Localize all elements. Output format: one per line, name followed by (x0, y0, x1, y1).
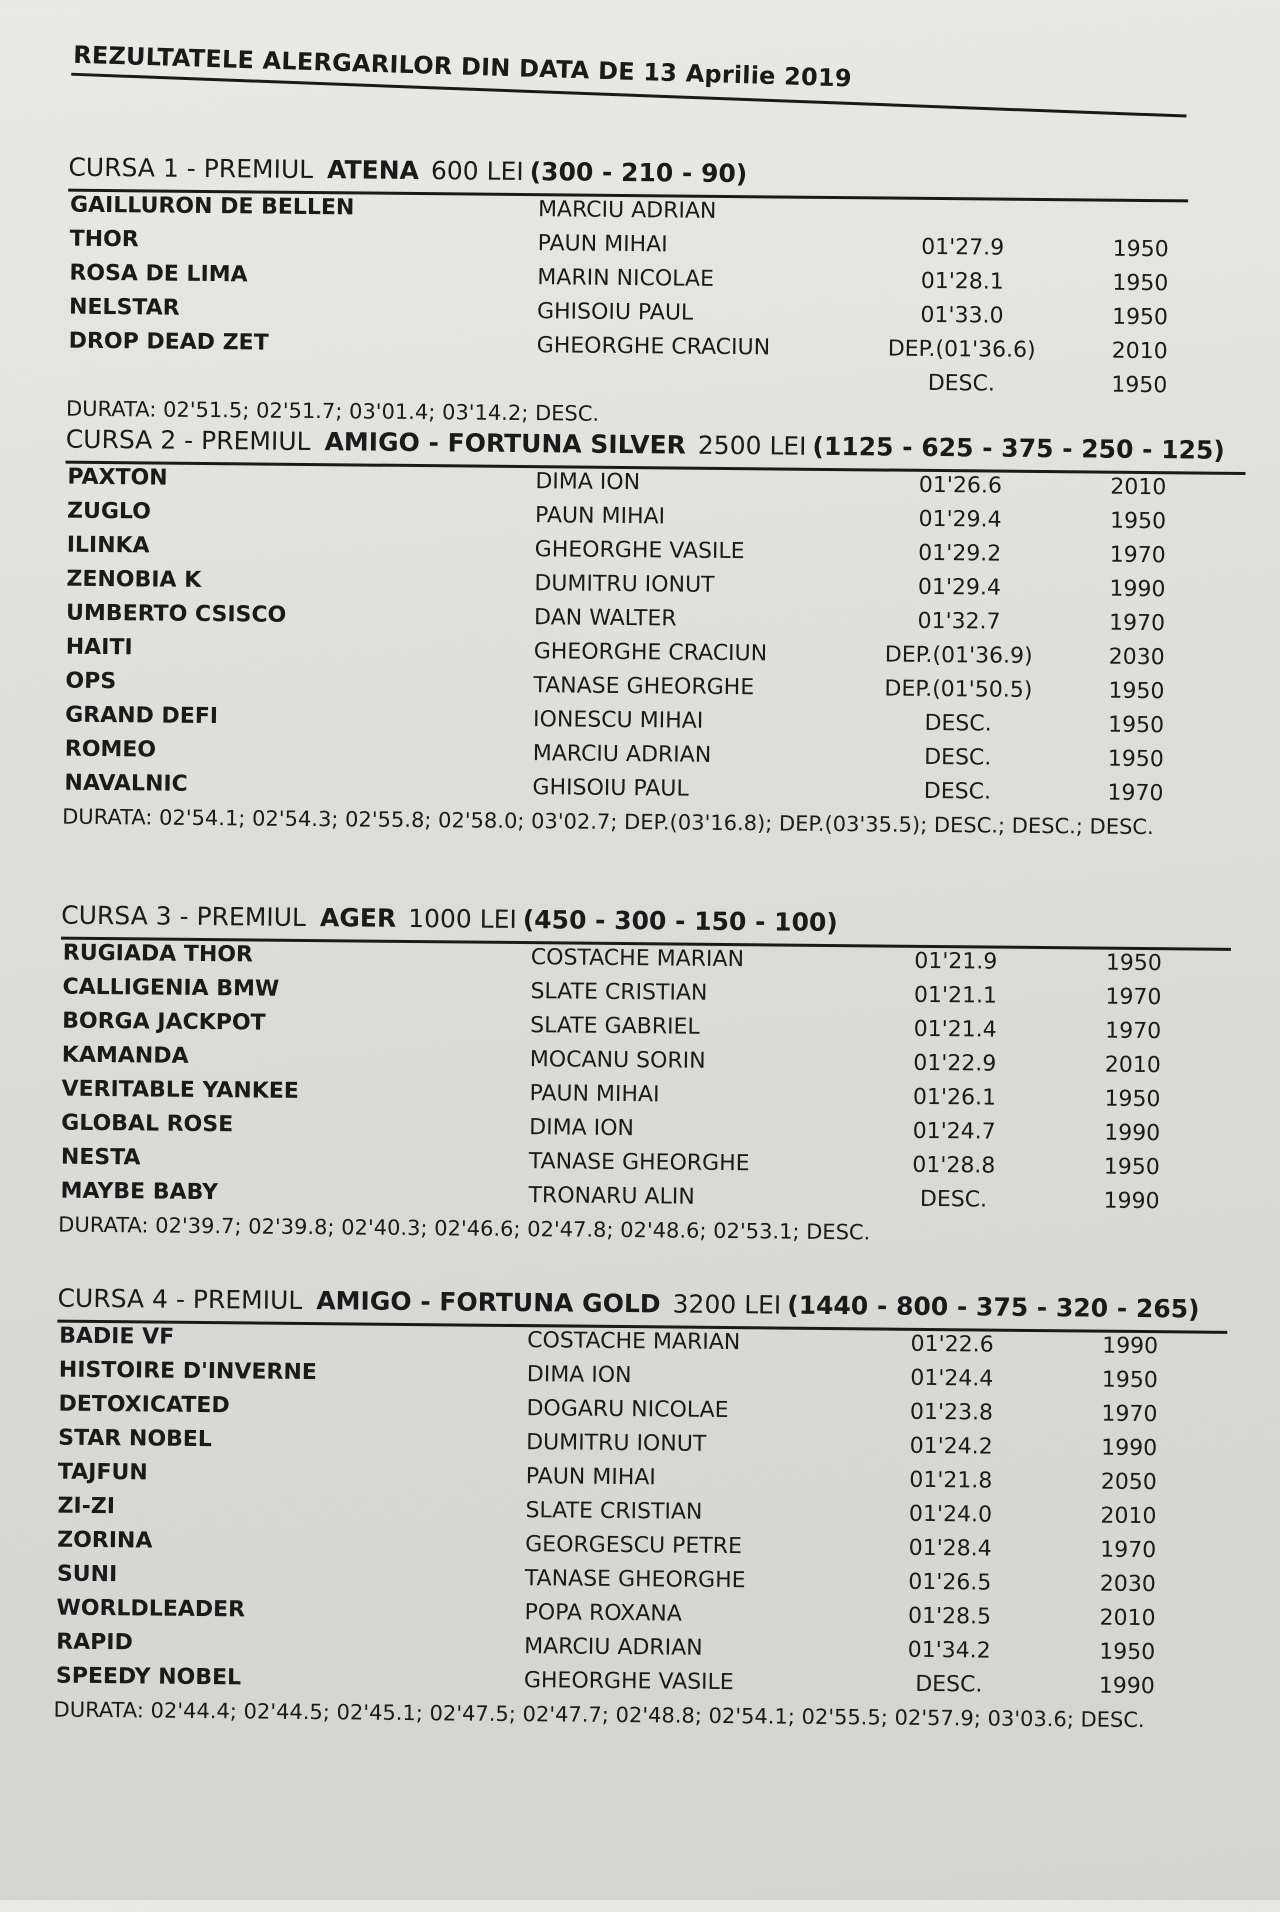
jockey-name: POPA ROXANA (524, 1600, 682, 1627)
horse-name: ROSA DE LIMA (69, 260, 248, 288)
race-label: CURSA 1 - PREMIUL (68, 152, 314, 185)
horse-name: GRAND DEFI (65, 702, 219, 730)
race-distance: 1970 (1101, 1401, 1158, 1428)
jockey-name: DUMITRU IONUT (526, 1430, 707, 1457)
race-time: DEP.(01'50.5) (884, 676, 1033, 703)
race-prize: 1000 LEI (408, 903, 517, 935)
horse-name: OPS (65, 668, 117, 695)
race-distance: 1950 (1101, 1367, 1158, 1394)
jockey-name: SLATE GABRIEL (530, 1013, 700, 1040)
race-prize-split: (1440 - 800 - 375 - 320 - 265) (787, 1290, 1200, 1324)
horse-name: ZUGLO (66, 498, 152, 525)
horse-name: RAPID (56, 1629, 133, 1656)
race-distance: 1950 (1109, 508, 1167, 535)
jockey-name: PAUN MIHAI (529, 1081, 660, 1108)
horse-name: NAVALNIC (64, 770, 188, 797)
race-prize: 2500 LEI (697, 430, 807, 461)
horse-name: GAILLURON DE BELLEN (69, 192, 355, 221)
race-durata: DURATA: 02'51.5; 02'51.7; 03'01.4; 03'14.2; DESC. (65, 396, 600, 426)
page-title: REZULTATELE ALERGARILOR DIN DATA DE 13 Aprilie 2019 (72, 40, 853, 93)
race-prize-split: (1125 - 625 - 375 - 250 - 125) (812, 431, 1225, 465)
horse-name: HISTOIRE D'INVERNE (58, 1357, 317, 1386)
horse-name: MAYBE BABY (60, 1178, 219, 1206)
jockey-name: MOCANU SORIN (529, 1047, 706, 1074)
jockey-name: MARCIU ADRIAN (524, 1634, 703, 1661)
horse-name: CALLIGENIA BMW (62, 974, 280, 1002)
race-time: 01'21.4 (913, 1016, 997, 1043)
race-section (53, 1284, 1237, 1733)
jockey-name: GHEORGHE VASILE (523, 1668, 734, 1696)
race-name: ATENA (326, 155, 420, 186)
race-section (62, 425, 1246, 840)
race-distance: 1970 (1100, 1537, 1157, 1564)
horse-name: DROP DEAD ZET (68, 328, 269, 356)
race-time: 01'28.1 (920, 268, 1004, 295)
race-time: 01'21.8 (909, 1467, 993, 1494)
race-name: AGER (319, 903, 397, 933)
race-time: 01'26.6 (918, 472, 1003, 499)
race-results (54, 1322, 1238, 1707)
race-time: 01'26.5 (908, 1569, 992, 1596)
jockey-name: TANASE GHEORGHE (528, 1149, 750, 1177)
horse-name: KAMANDA (61, 1042, 189, 1069)
jockey-name: PAUN MIHAI (534, 503, 666, 530)
horse-name: WORLDLEADER (56, 1595, 246, 1623)
horse-name: ZORINA (57, 1527, 153, 1554)
jockey-name: DAN WALTER (533, 605, 677, 632)
horse-name: NESTA (60, 1144, 141, 1171)
horse-name: BADIE VF (59, 1323, 175, 1350)
jockey-name: PAUN MIHAI (537, 231, 668, 258)
jockey-name: DIMA ION (529, 1115, 635, 1142)
horse-name: PAXTON (67, 464, 168, 491)
race-distance: 2030 (1099, 1571, 1156, 1598)
jockey-name: COSTACHE MARIAN (530, 945, 745, 973)
jockey-name: MARCIU ADRIAN (537, 197, 717, 224)
horse-name: NELSTAR (68, 294, 180, 321)
race-time: 01'27.9 (921, 234, 1005, 261)
race-results (62, 463, 1245, 814)
jockey-name: GEORGESCU PETRE (525, 1532, 743, 1560)
race-prize: 3200 LEI (672, 1289, 782, 1320)
race-time: 01'33.0 (920, 302, 1004, 329)
jockey-name: GHEORGHE VASILE (534, 537, 745, 565)
horse-name: HAITI (65, 634, 133, 661)
race-distance: 1950 (1104, 1086, 1161, 1113)
race-distance: 1950 (1107, 746, 1164, 773)
race-results (66, 191, 1248, 406)
race-distance: 2010 (1111, 338, 1168, 365)
race-name: AMIGO - FORTUNA SILVER (324, 427, 686, 460)
race-distance: 1990 (1109, 576, 1166, 603)
race-time: 01'28.5 (907, 1603, 992, 1630)
jockey-name: IONESCU MIHAI (532, 707, 704, 734)
race-time: 01'21.9 (914, 948, 998, 975)
race-distance: 1950 (1112, 270, 1169, 297)
jockey-name: GHISOIU PAUL (536, 299, 694, 326)
jockey-name: DIMA ION (526, 1362, 632, 1389)
horse-name: ROMEO (64, 736, 157, 763)
race-distance: 2010 (1099, 1605, 1156, 1632)
race-time: DESC. (919, 1186, 988, 1213)
race-time: 01'24.2 (909, 1433, 993, 1460)
race-distance: 1950 (1099, 1639, 1156, 1666)
race-distance: 1970 (1105, 984, 1162, 1011)
jockey-name: TANASE GHEORGHE (533, 673, 755, 701)
race-distance: 1990 (1098, 1673, 1155, 1700)
race-distance: 1950 (1103, 1154, 1160, 1181)
race-distance: 1950 (1111, 372, 1168, 399)
horse-name: VERITABLE YANKEE (61, 1076, 300, 1104)
race-time: 01'29.4 (918, 506, 1002, 533)
race-time: DESC. (923, 778, 992, 805)
race-durata: DURATA: 02'54.1; 02'54.3; 02'55.8; 02'58.0; 03'02.7; DEP.(03'16.8); DEP.(03'35.5); DESC.; DESC.; DESC. (62, 804, 1154, 840)
race-distance: 2010 (1100, 1503, 1157, 1530)
race-time: 01'24.0 (908, 1501, 993, 1528)
race-time: 01'29.4 (917, 574, 1002, 601)
jockey-name: COSTACHE MARIAN (527, 1328, 741, 1356)
race-distance: 1950 (1111, 304, 1169, 331)
race-time: DEP.(01'36.9) (884, 642, 1033, 669)
race-time: 01'34.2 (907, 1637, 991, 1664)
race-results (58, 939, 1241, 1222)
race-time: 01'24.7 (912, 1118, 996, 1145)
horse-name: RUGIADA THOR (62, 940, 254, 968)
race-distance: 2030 (1108, 644, 1165, 671)
race-time: 01'21.1 (913, 982, 998, 1009)
race-time: 01'23.8 (909, 1399, 994, 1426)
jockey-name: GHEORGHE CRACIUN (536, 333, 771, 361)
jockey-name: SLATE CRISTIAN (525, 1498, 703, 1525)
race-time (878, 200, 1048, 202)
horse-name: BORGA JACKPOT (62, 1008, 266, 1036)
race-distance: 2050 (1100, 1469, 1157, 1496)
jockey-name: SLATE CRISTIAN (530, 979, 708, 1006)
jockey-name: TRONARU ALIN (528, 1183, 695, 1210)
race-time: 01'29.2 (918, 540, 1002, 567)
race-durata: DURATA: 02'44.4; 02'44.5; 02'45.1; 02'47.5; 02'47.7; 02'48.8; 02'54.1; 02'55.5; 02'57.9; 03'03.6; DESC. (53, 1697, 1145, 1733)
jockey-name: DUMITRU IONUT (534, 571, 715, 598)
race-section (66, 153, 1249, 432)
race-time: DEP.(01'36.6) (887, 336, 1036, 363)
jockey-name: TANASE GHEORGHE (524, 1566, 746, 1594)
race-distance: 1990 (1103, 1188, 1160, 1215)
jockey-name: GHEORGHE CRACIUN (533, 639, 768, 667)
race-distance: 1970 (1105, 1018, 1162, 1045)
race-distance: 1970 (1107, 780, 1164, 807)
horse-name: THOR (69, 226, 139, 253)
race-distance: 2010 (1110, 474, 1167, 501)
race-section (58, 901, 1241, 1248)
horse-name: SUNI (56, 1561, 118, 1588)
race-distance: 1990 (1102, 1333, 1159, 1360)
race-time: 01'22.6 (910, 1331, 994, 1358)
race-prize-split: (450 - 300 - 150 - 100) (522, 905, 838, 938)
race-time: DESC. (924, 744, 992, 771)
race-distance: 1950 (1107, 712, 1165, 739)
horse-name: TAJFUN (57, 1459, 148, 1486)
race-distance: 1990 (1104, 1120, 1161, 1147)
horse-name: DETOXICATED (58, 1391, 230, 1419)
race-time: DESC. (927, 370, 996, 397)
race-time: 01'24.4 (910, 1365, 994, 1392)
jockey-name: DIMA ION (535, 469, 641, 496)
race-time: DESC. (915, 1671, 983, 1698)
horse-name: SPEEDY NOBEL (55, 1663, 242, 1691)
horse-name: ZENOBIA K (66, 566, 202, 593)
race-time: 01'22.9 (913, 1050, 997, 1077)
horse-name: GLOBAL ROSE (61, 1110, 234, 1138)
race-time: 01'26.1 (912, 1084, 997, 1111)
race-distance: 1990 (1101, 1435, 1158, 1462)
race-distance: 1970 (1108, 610, 1166, 637)
race-label: CURSA 4 - PREMIUL (57, 1283, 303, 1315)
race-time: 01'28.8 (912, 1152, 996, 1179)
race-prize-split: (300 - 210 - 90) (529, 157, 748, 189)
race-prize: 600 LEI (430, 156, 524, 187)
race-label: CURSA 3 - PREMIUL (61, 900, 307, 932)
jockey-name: MARCIU ADRIAN (532, 741, 712, 768)
race-label: CURSA 2 - PREMIUL (65, 424, 311, 457)
jockey-name: DOGARU NICOLAE (526, 1396, 729, 1424)
race-distance: 2010 (1104, 1052, 1161, 1079)
race-durata: DURATA: 02'39.7; 02'39.8; 02'40.3; 02'46.6; 02'47.8; 02'48.6; 02'53.1; DESC. (58, 1212, 871, 1245)
race-time: DESC. (924, 710, 992, 737)
race-name: AMIGO - FORTUNA GOLD (316, 1286, 661, 1319)
jockey-name: PAUN MIHAI (525, 1464, 656, 1491)
race-distance: 1950 (1108, 678, 1165, 705)
horse-name: STAR NOBEL (58, 1425, 213, 1453)
race-time: 01'28.4 (908, 1535, 992, 1562)
race-distance: 1950 (1105, 950, 1162, 977)
race-distance: 1970 (1109, 542, 1166, 569)
horse-name: ILINKA (66, 532, 150, 559)
jockey-name: GHISOIU PAUL (532, 775, 689, 802)
horse-name: UMBERTO CSISCO (65, 600, 287, 628)
horse-name: ZI-ZI (57, 1493, 116, 1520)
race-distance: 1950 (1112, 236, 1169, 263)
race-time: 01'32.7 (917, 608, 1001, 635)
jockey-name: MARIN NICOLAE (537, 265, 715, 292)
